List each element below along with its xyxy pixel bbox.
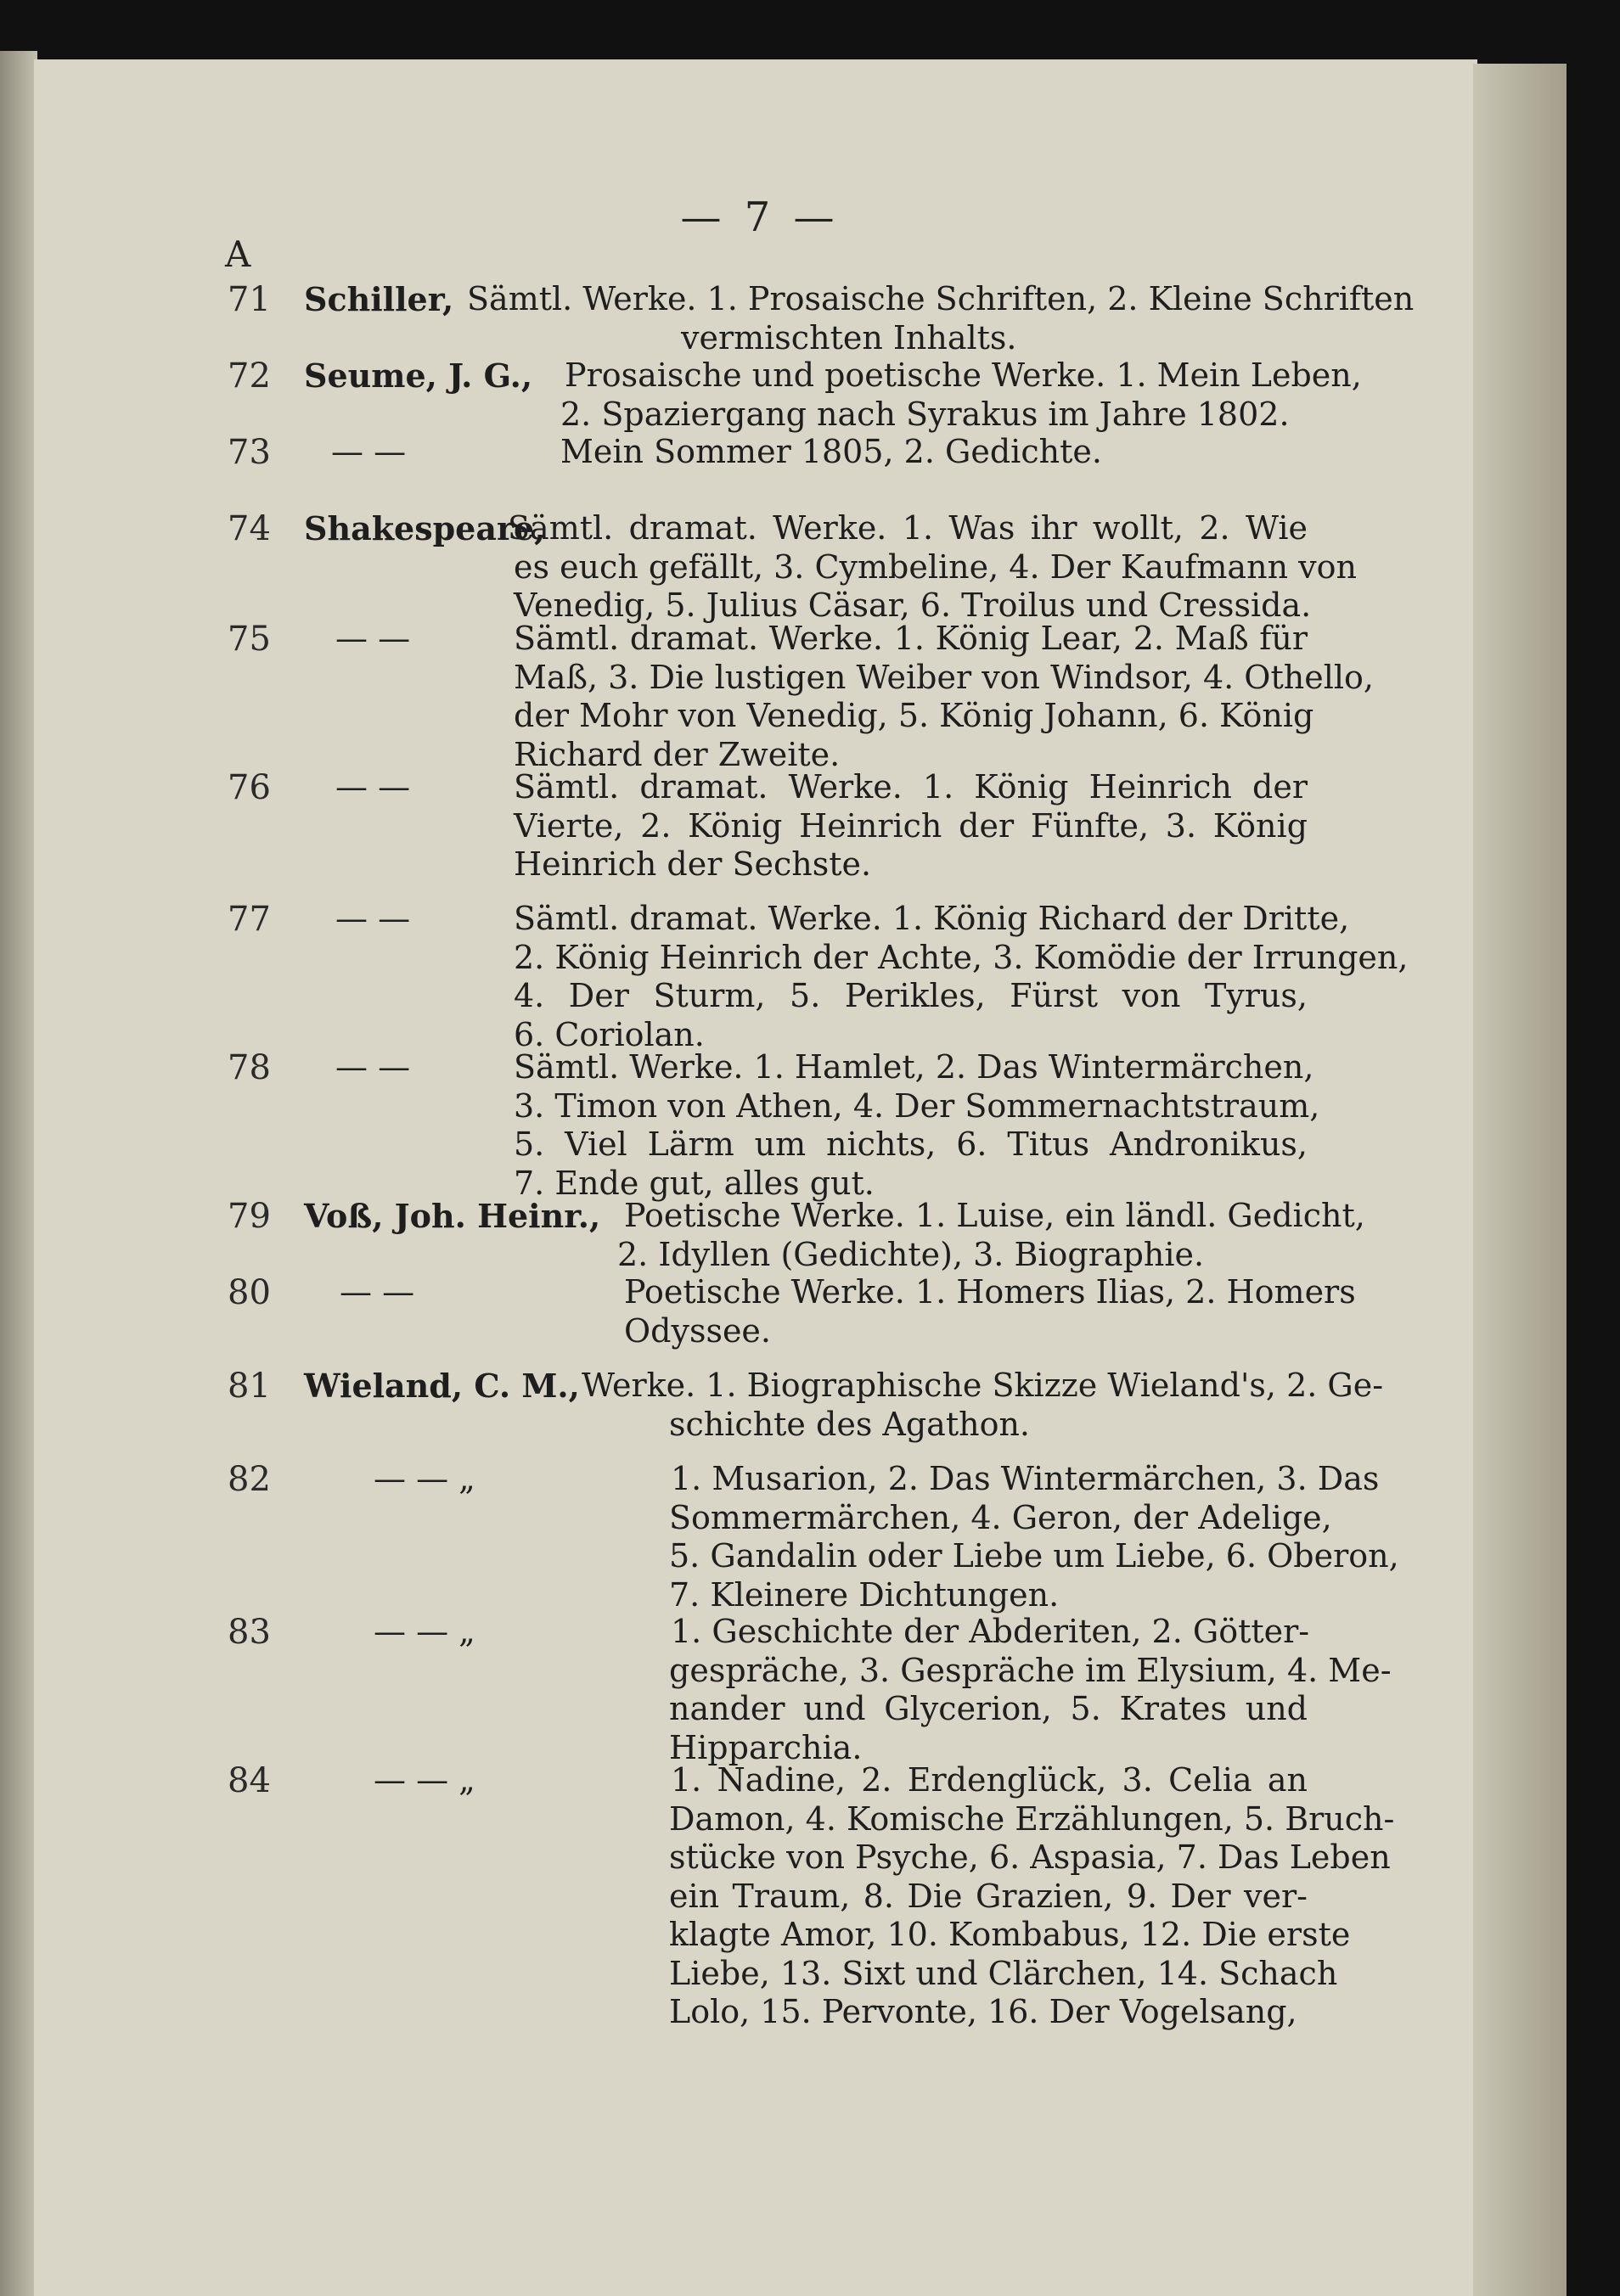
entry-text-line: Poetische Werke. 1. Homers Ilias, 2. Homers xyxy=(624,1273,1356,1311)
entry-text-line: Hipparchia. xyxy=(669,1728,863,1766)
entry-text-line: nander und Glycerion, 5. Krates und xyxy=(669,1690,1308,1727)
entry-number: 80 xyxy=(228,1273,271,1312)
entry-text-line: Sämtl. dramat. Werke. 1. Was ihr wollt, 2. Wie xyxy=(508,509,1308,547)
entry-number: 77 xyxy=(228,900,271,939)
entry-text-line: Sämtl. Werke. 1. Prosaische Schriften, 2. Kleine Schriften xyxy=(467,280,1415,317)
entry-author: — — xyxy=(340,1273,415,1311)
entry-text-line: 2. Idyllen (Gedichte), 3. Biographie. xyxy=(617,1235,1205,1273)
entry-author: — — „ xyxy=(374,1613,475,1650)
section-letter: A xyxy=(225,233,251,275)
entry-text-line: Venedig, 5. Julius Cäsar, 6. Troilus und Cressida. xyxy=(514,587,1312,624)
entry-text-line: 2. Spaziergang nach Syrakus im Jahre 1802. xyxy=(560,395,1290,433)
entry-text-line: Werke. 1. Biographische Skizze Wieland's, 2. Ge- xyxy=(582,1367,1384,1404)
entry-text-line: Sommermärchen, 4. Geron, der Adelige, xyxy=(669,1498,1332,1536)
entry-author: — — „ xyxy=(374,1761,475,1799)
entry-text-line: 1. Musarion, 2. Das Wintermärchen, 3. Das xyxy=(671,1460,1380,1497)
entry-author: Wieland, C. M., xyxy=(304,1367,580,1405)
entry-text-line: stücke von Psyche, 6. Aspasia, 7. Das Leben xyxy=(669,1838,1391,1876)
entry-author: — — xyxy=(335,620,411,657)
entry-text-line: 7. Ende gut, alles gut. xyxy=(514,1164,875,1202)
entry-text-line: 2. König Heinrich der Achte, 3. Komödie der Irrungen, xyxy=(514,938,1409,976)
entry-text-line: 5. Viel Lärm um nichts, 6. Titus Andronikus, xyxy=(514,1126,1308,1163)
entry-text-line: klagte Amor, 10. Kombabus, 12. Die erste xyxy=(669,1916,1351,1953)
entry-author: Seume, J. G., xyxy=(304,356,533,395)
entry-text-line: vermischten Inhalts. xyxy=(681,318,1017,356)
entry-text-line: der Mohr von Venedig, 5. König Johann, 6. König xyxy=(514,697,1314,734)
entry-text-line: ein Traum, 8. Die Grazien, 9. Der ver- xyxy=(669,1877,1308,1915)
entry-author: — — xyxy=(335,768,411,806)
page-number: — 7 — xyxy=(680,194,840,241)
entry-text-line: Lolo, 15. Pervonte, 16. Der Vogelsang, xyxy=(669,1993,1297,2030)
entry-number: 82 xyxy=(228,1460,271,1499)
entry-author: Schiller, xyxy=(304,280,454,318)
entry-text-line: Richard der Zweite. xyxy=(514,735,841,773)
entry-text-line: Liebe, 13. Sixt und Clärchen, 14. Schach xyxy=(669,1954,1338,1992)
entry-number: 72 xyxy=(228,356,271,396)
entry-author: — — „ xyxy=(374,1460,475,1497)
entry-number: 71 xyxy=(228,280,271,319)
entry-text-line: Sämtl. dramat. Werke. 1. König Heinrich der xyxy=(514,768,1308,806)
entry-author: — — xyxy=(335,1048,411,1086)
entry-number: 78 xyxy=(228,1048,271,1087)
entry-number: 75 xyxy=(228,620,271,659)
entry-text-line: Sämtl. Werke. 1. Hamlet, 2. Das Wintermärchen, xyxy=(514,1048,1314,1086)
entry-text-line: Damon, 4. Komische Erzählungen, 5. Bruch- xyxy=(669,1799,1395,1838)
entry-text-line: schichte des Agathon. xyxy=(669,1405,1030,1443)
entry-text-line: Sämtl. dramat. Werke. 1. König Richard der Dritte, xyxy=(514,900,1350,937)
entry-text-line: 1. Nadine, 2. Erdenglück, 3. Celia an xyxy=(671,1761,1308,1799)
book-spine xyxy=(0,51,37,2296)
entry-text-line: gespräche, 3. Gespräche im Elysium, 4. Me- xyxy=(669,1651,1392,1689)
entry-text-line: 4. Der Sturm, 5. Perikles, Fürst von Tyrus, xyxy=(514,977,1308,1014)
entry-text-line: 6. Coriolan. xyxy=(514,1015,705,1053)
entry-number: 76 xyxy=(228,768,271,807)
entry-author: — — xyxy=(331,433,407,470)
page-edge xyxy=(1473,64,1567,2296)
entry-number: 79 xyxy=(228,1197,271,1236)
entry-text-line: 3. Timon von Athen, 4. Der Sommernachtstraum, xyxy=(514,1086,1320,1125)
entry-number: 73 xyxy=(228,433,271,472)
entry-author: — — xyxy=(335,900,411,937)
entry-number: 84 xyxy=(228,1761,271,1800)
entry-text-line: es euch gefällt, 3. Cymbeline, 4. Der Kaufmann von xyxy=(514,547,1357,586)
entry-number: 81 xyxy=(228,1367,271,1406)
entry-text-line: Mein Sommer 1805, 2. Gedichte. xyxy=(560,433,1102,470)
entry-text-line: Odyssee. xyxy=(624,1311,772,1350)
entry-text-line: Poetische Werke. 1. Luise, ein ländl. Gedicht, xyxy=(624,1197,1365,1234)
entry-text-line: 1. Geschichte der Abderiten, 2. Götter- xyxy=(671,1613,1310,1650)
entry-text-line: Heinrich der Sechste. xyxy=(514,845,872,883)
entry-text-line: Sämtl. dramat. Werke. 1. König Lear, 2. Maß für xyxy=(514,620,1308,657)
entry-text-line: 5. Gandalin oder Liebe um Liebe, 6. Oberon, xyxy=(669,1537,1399,1575)
entry-number: 74 xyxy=(228,509,271,548)
entry-number: 83 xyxy=(228,1613,271,1652)
entry-text-line: Maß, 3. Die lustigen Weiber von Windsor, 4. Othello, xyxy=(514,658,1374,696)
entry-text-line: Prosaische und poetische Werke. 1. Mein Leben, xyxy=(565,356,1362,394)
entry-text-line: Vierte, 2. König Heinrich der Fünfte, 3. König xyxy=(514,806,1308,845)
entry-author: Voß, Joh. Heinr., xyxy=(304,1197,601,1235)
entry-text-line: 7. Kleinere Dichtungen. xyxy=(669,1575,1060,1614)
entry-author: Shakespeare, xyxy=(304,509,546,547)
